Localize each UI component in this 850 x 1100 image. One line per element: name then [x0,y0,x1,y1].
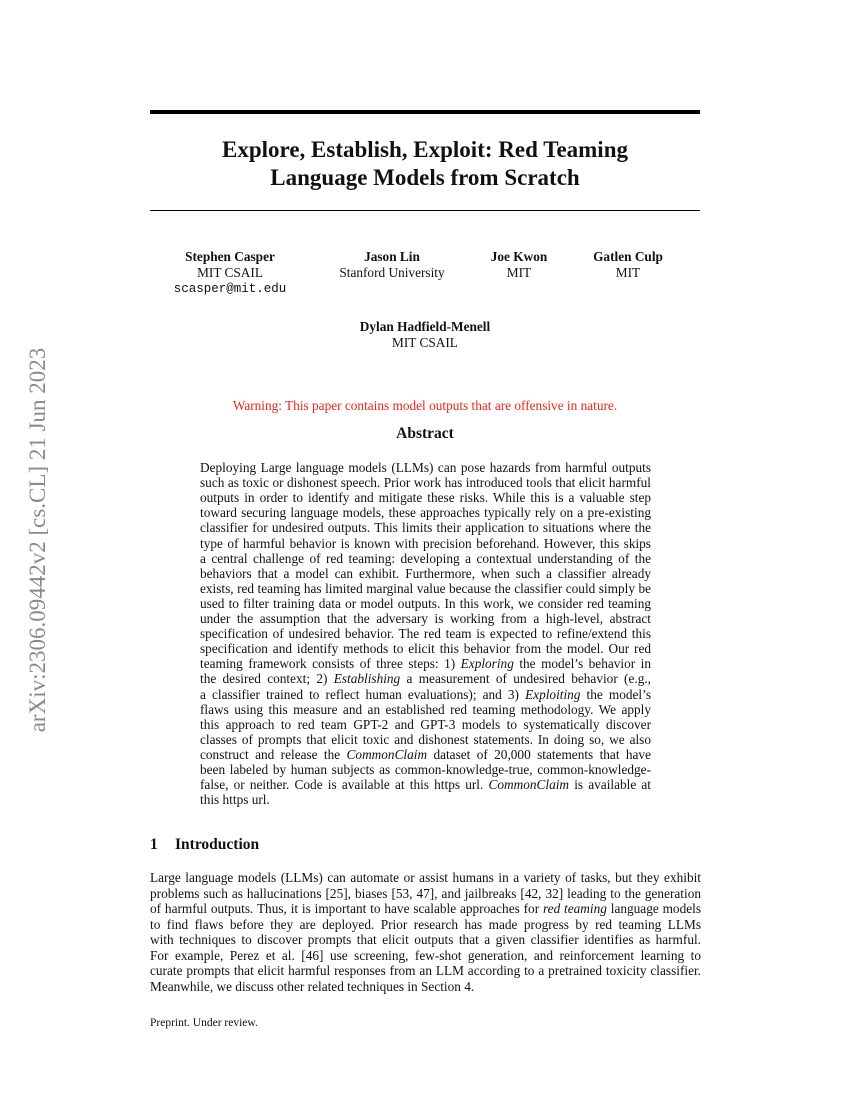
text-segment: dataset of 20,000 statements that have [427,746,651,762]
text-line [200,747,651,763]
text-segment: false, or neither. Code is available at this https url. [200,777,489,793]
section-number: 1 [150,836,158,853]
emphasis-text: red teaming [542,901,607,916]
text-segment: a measurement of undesired behavior (e.g., [400,671,651,687]
text-line [150,870,701,886]
text-line [200,702,651,718]
author-affiliation: MIT CSAIL [197,265,263,280]
text-segment: this https url. [200,792,270,808]
text-segment: this approach to red team GPT-2 and GPT-3 models to systematically discover [200,716,651,732]
text-segment: a classifier trained to reflect human evaluations); and 3) [200,686,526,702]
emphasis-text: CommonClaim [346,746,428,762]
text-segment: language models [606,901,701,916]
author-email[interactable]: scasper@mit.edu [173,282,287,296]
author-name: Dylan Hadfield-Menell [359,319,491,334]
text-segment: construct and release the [200,746,347,762]
text-line [150,901,701,917]
text-line [200,641,651,657]
section-heading [150,836,259,854]
title-line: Explore, Establish, Exploit: Red Teaming [222,137,628,162]
text-segment: such as toxic or dishonest speech. Prior work has introduced tools that elicit harmful [200,475,651,491]
text-line [200,475,651,491]
author-name: Joe Kwon [490,249,548,264]
text-segment: behaviors that a model can exhibit. Furthermore, when such a classifier already [200,565,651,581]
text-segment: outputs in order to identify and mitigate these risks. While this is a valuable step [200,490,651,506]
text-line [150,948,701,964]
author-block [360,319,490,351]
text-segment: is available at [569,777,652,793]
text-line [200,717,651,733]
text-segment: used to filter training data or model outputs. In this work, we consider red teaming [200,595,651,611]
emphasis-text: CommonClaim [488,777,570,793]
author-affiliation: Stanford University [339,265,445,280]
text-line [150,886,701,902]
text-segment: with techniques to discover prompts that elicit outputs that a given classifier identifies as harmful. [150,932,701,947]
emphasis-text: Establishing [333,671,401,687]
text-line [200,490,651,506]
text-line [200,566,651,582]
text-segment: type of harmful behavior is known with precision beforehand. However, this skips [200,535,651,551]
arxiv-identifier: arXiv:2306.09442v2 [cs.CL] 21 Jun 2023 [25,347,50,733]
text-segment: the model’s [580,686,651,702]
abstract-heading: Abstract [396,425,454,442]
emphasis-text: Exploring [460,656,514,672]
text-line [150,932,701,948]
author-affiliation: MIT [615,265,641,280]
text-line [200,520,651,536]
text-segment: Meanwhile, we discuss other related techniques in Section 4. [150,978,475,994]
section-title: Introduction [175,836,260,853]
title-top-rule [150,110,700,114]
text-line [200,792,651,808]
text-line [150,979,701,995]
author-block [174,249,287,297]
author-block [491,249,548,281]
text-line [200,671,651,687]
text-segment: Large language models (LLMs) can automate or assist humans in a variety of tasks, but they exhibit [150,870,701,885]
text-segment: flaws using this measure and an established red teaming methodology. We apply [200,701,651,717]
text-segment: classes of prompts that elicit toxic and dishonest statements. In doing so, we also [200,731,651,747]
text-segment: to find flaws before they are deployed. Prior research has made progress by red teaming LLMs [150,916,701,932]
text-segment: a central challenge of red teaming: developing a contextual understanding of the [200,550,651,566]
text-line [200,687,651,703]
title-line: Language Models from Scratch [270,165,580,190]
emphasis-text: Exploiting [525,686,581,702]
text-segment: For example, Perez et al. [46] use screening, few-shot generation, and reinforcement learning to [150,947,701,963]
text-segment: under the assumption that the adversary is working from a high-level, abstract [200,611,651,626]
text-segment: specification of undesired behavior. The red team is expected to refine/extend this [200,626,651,642]
text-segment: exists, red teaming has limited marginal value because the classifier could simply be [200,580,651,596]
text-segment: been labeled by human subjects as common-knowledge-true, common-knowledge- [200,762,651,777]
text-line [200,460,651,476]
author-name: Gatlen Culp [593,249,663,264]
text-line [200,611,651,627]
author-block [593,249,663,281]
author-block [339,249,444,281]
text-segment: the model’s behavior in [513,656,651,672]
text-segment: the desired context; 2) [200,671,334,687]
text-line [200,505,651,521]
author-name: Stephen Casper [185,249,275,264]
text-line [150,963,701,979]
footer-note: Preprint. Under review. [150,1017,258,1029]
title-bottom-rule [150,210,700,211]
text-line [200,536,651,552]
text-segment: curate prompts that elicit harmful responses from an LLM according to a pretrained toxicity classifier. [150,963,701,978]
text-segment: of harmful outputs. Thus, it is important to have scalable approaches for [150,901,543,916]
text-segment: Deploying Large language models (LLMs) can pose hazards from harmful outputs [200,460,651,475]
author-name: Jason Lin [364,249,420,264]
paper-title [150,136,700,192]
author-affiliation: MIT [506,265,532,280]
text-segment: specification and identify methods to elicit this behavior from the model. Our red [200,641,651,657]
content-warning: Warning: This paper contains model outputs that are offensive in nature. [232,398,618,413]
text-segment: toward securing language models, these approaches typically rely on a pre-existing [200,505,651,521]
text-line [200,551,651,567]
text-line [200,656,651,672]
text-line [200,626,651,642]
text-line [200,732,651,748]
text-line [200,596,651,612]
text-segment: teaming framework consists of three steps: 1) [200,656,461,672]
author-affiliation: MIT CSAIL [392,335,458,350]
text-line [200,777,651,793]
text-segment: problems such as hallucinations [25], biases [53, 47], and jailbreaks [42, 32] leading to the generation [150,885,701,901]
text-line [200,762,651,778]
text-line [150,917,701,933]
text-segment: classifier for undesired outputs. This limits their application to situations where the [200,520,651,536]
text-line [200,581,651,597]
